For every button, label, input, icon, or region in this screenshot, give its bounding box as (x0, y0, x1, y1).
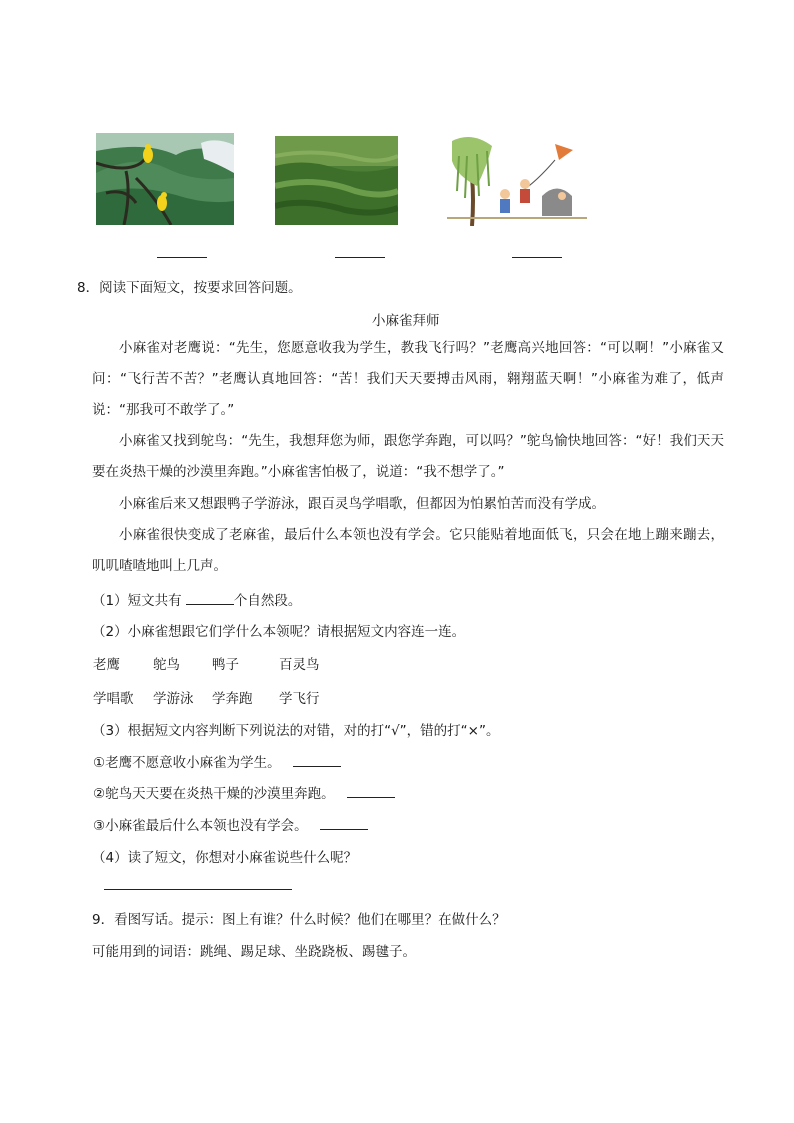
statement-2: ②鸵鸟天天要在炎热干燥的沙漠里奔跑。 (93, 782, 395, 802)
skill-flying[interactable]: 学飞行 (279, 691, 320, 707)
bird-ostrich[interactable]: 鸵鸟 (153, 657, 180, 673)
question-8-prompt: 8．阅读下面短文，按要求回答问题。 (77, 280, 302, 296)
statement-3: ③小麻雀最后什么本领也没有学会。 (93, 814, 368, 834)
bird-duck[interactable]: 鸭子 (212, 657, 239, 673)
picture-answer-blank-1[interactable] (157, 257, 207, 258)
bird-eagle[interactable]: 老鹰 (93, 657, 120, 673)
sub-question-4: （4）读了短文，你想对小麻雀说些什么呢？ (92, 850, 358, 866)
sub-question-4-answer-blank[interactable] (104, 889, 292, 890)
bird-lark[interactable]: 百灵鸟 (279, 657, 320, 673)
sub-question-1: （1）短文共有 个自然段。 (92, 593, 302, 609)
skill-singing[interactable]: 学唱歌 (93, 691, 134, 707)
picture-answer-blank-2[interactable] (335, 257, 385, 258)
statement-1: ①老鹰不愿意收小麻雀为学生。 (93, 751, 341, 771)
kite-picture (447, 136, 587, 226)
passage-paragraph-4: 小麻雀很快变成了老麻雀，最后什么本领也没有学会。它只能贴着地面低飞，只会在地上蹦来蹦去，叽叽喳喳地叫上几声。 (92, 527, 724, 574)
question-9-word-hints: 可能用到的词语：跳绳、踢足球、坐跷跷板、踢毽子。 (92, 944, 416, 960)
passage-paragraph-2: 小麻雀又找到鸵鸟：“先生，我想拜您为师，跟您学奔跑，可以吗？”鸵鸟愉快地回答：“好！我们天天要在炎热干燥的沙漠里奔跑。”小麻雀害怕极了，说道：“我不想学了。” (92, 433, 724, 480)
statement-3-answer-blank[interactable] (320, 817, 368, 830)
skill-swimming[interactable]: 学游泳 (153, 691, 194, 707)
skill-running[interactable]: 学奔跑 (212, 691, 253, 707)
paragraph-count-blank[interactable] (186, 592, 234, 605)
statement-1-answer-blank[interactable] (293, 754, 341, 767)
sub-question-2: （2）小麻雀想跟它们学什么本领呢？请根据短文内容连一连。 (92, 624, 466, 640)
passage-paragraph-3: 小麻雀后来又想跟鸭子学游泳，跟百灵鸟学唱歌，但都因为怕累怕苦而没有学成。 (119, 496, 605, 512)
passage-paragraph-1: 小麻雀对老鹰说：“先生，您愿意收我为学生，教我飞行吗？”老鹰高兴地回答：“可以啊！”小麻雀又问：“飞行苦不苦？”老鹰认真地回答：“苦！我们天天要搏击风雨，翱翔蓝天啊！”小麻雀为难了，低声说：“那我可不敢学了。” (92, 340, 724, 418)
birds-picture (96, 133, 234, 225)
grassland-picture (275, 136, 398, 225)
statement-2-answer-blank[interactable] (347, 785, 395, 798)
sub-question-3: （3）根据短文内容判断下列说法的对错，对的打“√”，错的打“×”。 (92, 723, 500, 739)
question-9-prompt: 9．看图写话。提示：图上有谁？什么时候？他们在哪里？在做什么？ (92, 912, 506, 928)
picture-answer-blank-3[interactable] (512, 257, 562, 258)
passage-title: 小麻雀拜师 (372, 313, 440, 329)
question-8-number: 8． (77, 280, 100, 296)
